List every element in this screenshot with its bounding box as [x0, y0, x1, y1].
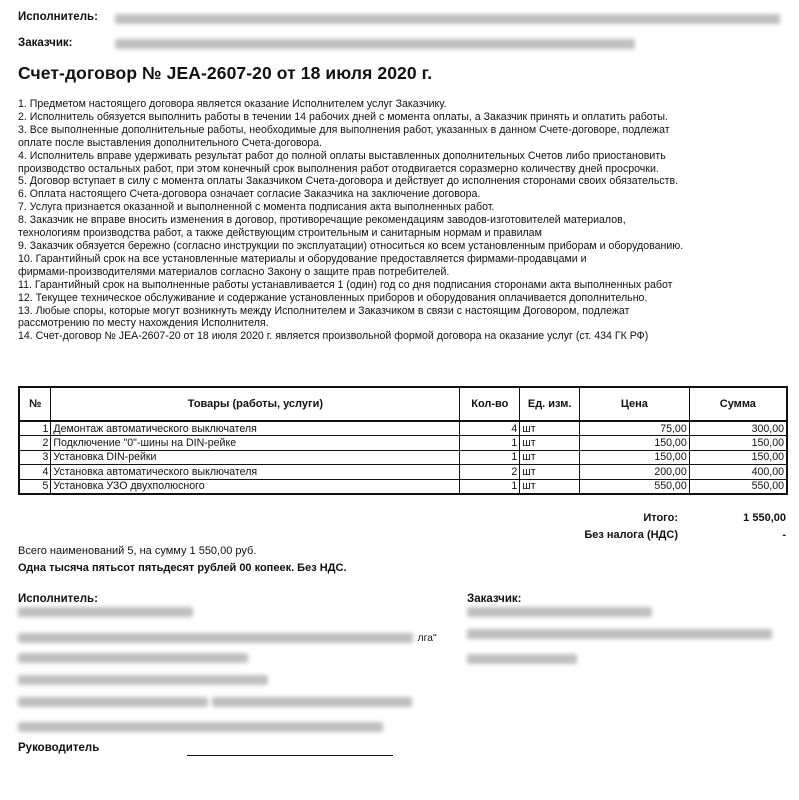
term-line: 12. Текущее техническое обслуживание и содержание установленных приборов и оборудования оплачивается дополнительно.: [18, 291, 648, 304]
row-price: 550,00: [580, 479, 690, 494]
term-line: производство остальных работ, при этом конечный срок выполнения работ отодвигается соразмерно количеству дней просрочки.: [18, 162, 659, 175]
row-unit: шт: [520, 450, 580, 464]
footer-executor-label: Исполнитель:: [18, 593, 98, 605]
term-line: 1. Предметом настоящего договора является оказание Исполнителем услуг Заказчику.: [18, 98, 447, 110]
term-line: рассмотрению по месту нахождения Исполнителя.: [18, 317, 269, 330]
row-qty: 2: [460, 465, 520, 479]
term-line: технологиям производства работ, а также действующим строительным и санитарным нормам и правилам: [18, 227, 542, 240]
term-line: 13. Любые споры, которые могут возникнуть между Исполнителем и Заказчиком в связи с настоящим Договором, подлежат: [18, 304, 630, 317]
row-price: 200,00: [580, 465, 690, 479]
footer-customer-label: Заказчик:: [467, 593, 522, 605]
term-line: 14. Счет-договор № JEA-2607-20 от 18 июля 2020 г. является произвольной формой договора на оказание услуг (ст. 434 ГК РФ): [18, 330, 649, 343]
total-label: Итого:: [643, 512, 678, 524]
row-sum: 300,00: [689, 421, 787, 436]
row-sum: 150,00: [689, 450, 787, 464]
row-unit: шт: [520, 465, 580, 479]
col-qty: Кол-во: [460, 387, 520, 421]
vat-label: Без налога (НДС): [584, 529, 678, 541]
row-name: Установка УЗО двухполюсного: [51, 479, 460, 494]
table-row: [19, 479, 787, 494]
executor-label: Исполнитель:: [18, 11, 98, 23]
term-line: 11. Гарантийный срок на выполненные работы устанавливается 1 (один) год со дня подписания сторонами акта выполненных работ: [18, 278, 673, 291]
table-header-row: [19, 387, 787, 421]
row-sum: 400,00: [689, 465, 787, 479]
items-count-summary: Всего наименований 5, на сумму 1 550,00 руб.: [18, 545, 257, 557]
col-sum: Сумма: [689, 387, 787, 421]
row-num: 4: [19, 465, 51, 479]
row-unit: шт: [520, 479, 580, 494]
col-num: №: [19, 387, 51, 421]
vat-value: -: [782, 529, 786, 541]
col-unit: Ед. изм.: [520, 387, 580, 421]
document-title: Счет-договор № JEA-2607-20 от 18 июля 2020 г.: [18, 63, 433, 83]
executor-name-fragment: лга": [417, 631, 437, 644]
executor-details-redacted: [18, 607, 438, 737]
row-qty: 1: [460, 479, 520, 494]
table-row: [19, 436, 787, 450]
amount-in-words: Одна тысяча пятьсот пятьдесят рублей 00 копеек. Без НДС.: [18, 562, 347, 574]
row-name: Установка DIN-рейки: [51, 450, 460, 464]
manager-label: Руководитель: [18, 742, 100, 754]
row-price: 150,00: [580, 450, 690, 464]
row-qty: 4: [460, 421, 520, 436]
term-line: 2. Исполнитель обязуется выполнить работы в течении 14 рабочих дней с момента оплаты, а Заказчик принять и оплатить работы.: [18, 110, 668, 123]
term-line: 9. Заказчик обязуется бережно (согласно инструкции по эксплуатации) относиться ко всем установленным приборам и оборудованию.: [18, 239, 684, 252]
terms-list: [18, 98, 788, 343]
table-row: [19, 465, 787, 479]
signature-line: [187, 755, 393, 756]
executor-redacted: [115, 11, 780, 29]
total-value: 1 550,00: [743, 512, 786, 524]
term-line: 5. Договор вступает в силу с момента оплаты Заказчиком Счета-договора и действует до исполнения сторонами своих обязательств.: [18, 175, 679, 188]
term-line: 8. Заказчик не вправе вносить изменения в договор, противоречащие рекомендациям заводов-изготовителей материалов,: [18, 214, 626, 227]
table-row: [19, 450, 787, 464]
row-unit: шт: [520, 436, 580, 450]
row-sum: 550,00: [689, 479, 787, 494]
col-price: Цена: [580, 387, 690, 421]
row-num: 1: [19, 421, 51, 436]
term-line: 6. Оплата настоящего Счета-договора означает согласие Заказчика на заключение договора.: [18, 188, 481, 201]
row-name: Подключение "0"-шины на DIN-рейке: [51, 436, 460, 450]
row-num: 5: [19, 479, 51, 494]
row-qty: 1: [460, 436, 520, 450]
row-price: 150,00: [580, 436, 690, 450]
row-num: 3: [19, 450, 51, 464]
term-line: 10. Гарантийный срок на все установленные материалы и оборудование предоставляется фирмами-продавцами и: [18, 252, 587, 265]
customer-label: Заказчик:: [18, 37, 73, 49]
row-name: Установка автоматического выключателя: [51, 465, 460, 479]
row-sum: 150,00: [689, 436, 787, 450]
row-name: Демонтаж автоматического выключателя: [51, 421, 460, 436]
items-table: [18, 386, 788, 495]
term-line: 4. Исполнитель вправе удерживать результат работ до полной оплаты выставленных дополнительных Счетов либо приостановить: [18, 149, 666, 162]
term-line: 7. Услуга признается оказанной и выполненной с момента подписания акта выполненных работ.: [18, 201, 495, 214]
term-line: 3. Все выполненные дополнительные работы, необходимые для выполнения работ, указанных в данном Счете-договоре, подлежат: [18, 123, 670, 136]
customer-details-redacted: [467, 607, 787, 669]
row-price: 75,00: [580, 421, 690, 436]
row-unit: шт: [520, 421, 580, 436]
row-num: 2: [19, 436, 51, 450]
col-name: Товары (работы, услуги): [51, 387, 460, 421]
customer-redacted: [115, 36, 635, 54]
row-qty: 1: [460, 450, 520, 464]
term-line: оплате после выставления дополнительного Счета-договора.: [18, 136, 323, 149]
term-line: фирмами-производителями материалов согласно Закону о защите прав потребителей.: [18, 265, 450, 278]
table-row: [19, 421, 787, 436]
